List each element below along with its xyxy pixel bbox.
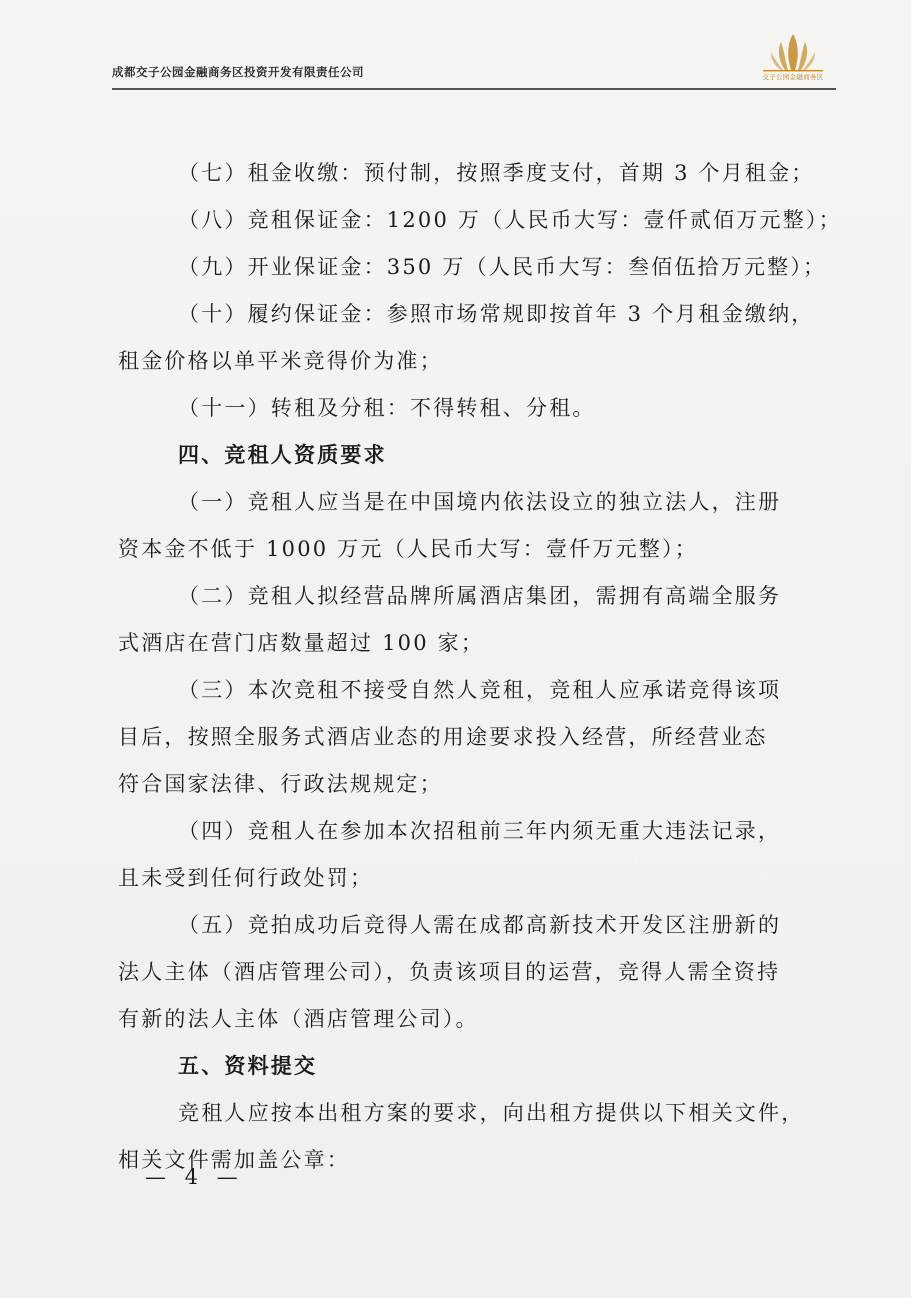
company-logo (757, 30, 829, 86)
page-header (112, 60, 842, 96)
paragraph-line: 相关文件需加盖公章： (118, 1148, 350, 1172)
paragraph-line: 式酒店在营门店数量超过 100 家； (118, 631, 485, 655)
paragraph-line: 有新的法人主体（酒店管理公司）。 (118, 1007, 479, 1031)
paragraph-line: （十一）转租及分租：不得转租、分租。 (178, 396, 596, 420)
paragraph-line: （一）竞租人应当是在中国境内依法设立的独立法人，注册 (178, 490, 782, 514)
body-text (118, 150, 842, 1184)
paragraph-line: 法人主体（酒店管理公司），负责该项目的运营，竞得人需全资持 (118, 960, 781, 984)
paragraph-line: 竞租人应按本出租方案的要求，向出租方提供以下相关文件， (178, 1101, 805, 1125)
paragraph-line: （五）竞拍成功后竞得人需在成都高新技术开发区注册新的 (178, 913, 782, 937)
logo-text: 交子公园金融商务区 (762, 73, 824, 81)
paragraph-line: （三）本次竞租不接受自然人竞租，竞租人应承诺竞得该项 (178, 678, 782, 702)
company-name: 成都交子公园金融商务区投资开发有限责任公司 (112, 65, 364, 79)
paragraph-line: 目后，按照全服务式酒店业态的用途要求投入经营，所经营业态 (118, 725, 768, 749)
page-number: — 4 — (145, 1165, 244, 1189)
section-heading: 四、竞租人资质要求 (178, 443, 387, 467)
section-heading: 五、资料提交 (178, 1054, 318, 1078)
paragraph-line: 且未受到任何行政处罚； (118, 866, 374, 890)
paragraph-line: （十）履约保证金：参照市场常规即按首年 3 个月租金缴纳， (178, 302, 815, 326)
paragraph-line: （二）竞租人拟经营品牌所属酒店集团，需拥有高端全服务 (178, 584, 782, 608)
paragraph-line: 符合国家法律、行政法规规定； (118, 772, 443, 796)
paragraph-line: （八）竞租保证金：1200 万（人民币大写：壹仟贰佰万元整）； (178, 208, 842, 232)
logo-emblem-icon (757, 30, 829, 74)
paragraph-line: 租金价格以单平米竞得价为准； (118, 349, 443, 373)
paragraph-line: （四）竞租人在参加本次招租前三年内须无重大违法记录， (178, 819, 782, 843)
paragraph-line: （九）开业保证金：350 万（人民币大写：叁佰伍拾万元整）； (178, 255, 827, 279)
header-rule (112, 88, 836, 90)
paragraph-line: （七）租金收缴：预付制，按照季度支付，首期 3 个月租金； (178, 161, 815, 185)
paragraph-line: 资本金不低于 1000 万元（人民币大写：壹仟万元整）； (118, 537, 698, 561)
